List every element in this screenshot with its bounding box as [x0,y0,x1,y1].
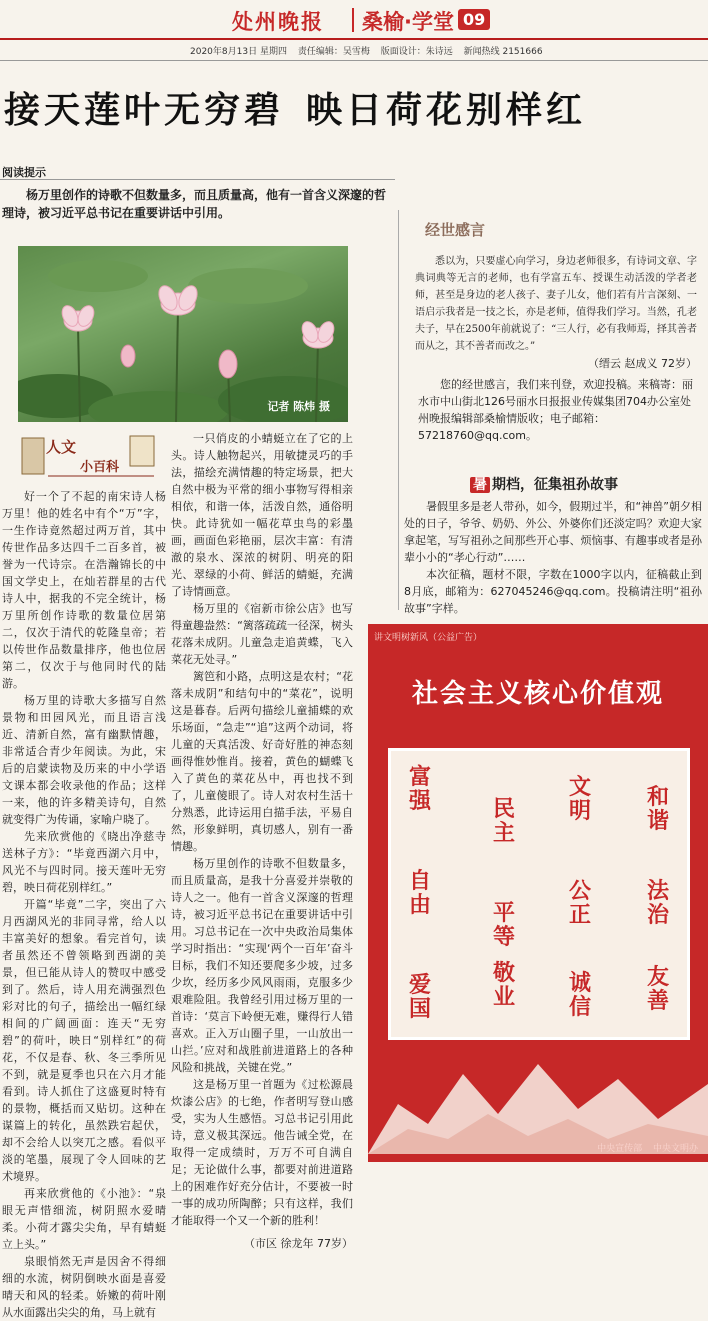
editor-credit: 责任编辑：吴雪梅 [297,47,370,57]
summer-title-text: 期档，征集祖孙故事 [492,477,618,493]
value-item: 平等 [492,900,515,950]
core-values-poster [368,624,708,1162]
values-panel [388,748,690,1040]
value-item: 敬业 [492,960,515,1010]
paragraph: 再来欣赏他的《小池》：“泉眼无声惜细流，树阴照水爱晴柔。小荷才露尖尖角，早有蜻蜓立上头。” [2,1187,166,1251]
footer-org-2: 中央文明办 [652,1144,698,1154]
summer-mark: 暑 [470,477,490,493]
footer-org-1: 中央宣传部 [597,1144,643,1154]
paragraph: 这是杨万里一首题为《过松源晨炊漆公店》的七绝，作者明写登山感受，实为人生感悟。习总书记引用此诗，意义极其深远。他告诫全党，在取得一定成绩时，万万不可自满自足；无论做什么事，都要对前进道路上的困难作好充分估计，不要被一时一事的成功所陶醉；只有这样，我们才能取得一个又一个新的胜利！ [171,1078,353,1227]
paragraph: 一只俏皮的小蜻蜓立在了它的上头。诗人触物起兴，用敏捷灵巧的手法，描绘充满情趣的特定场景，把大自然中极为平常的细小事物写得相亲相依，和谐一体，活泼自然，通俗明快。此诗犹如一幅花草虫鸟的彩墨画，画面色彩艳丽，层次丰富：有清澈的泉水、深浓的树阴、明亮的阳光、翠绿的小荷、鲜活的蜻蜓，充满了诗情画意。 [171,432,353,598]
article-column-2 [171,430,353,1252]
news-hotline: 新闻热线 2151666 [463,47,543,57]
lead-title: 阅读提示 [2,166,46,179]
paragraph: 本次征稿，题材不限，字数在1000字以内，征稿截止到8月底，邮箱为：627045246@qq.com。投稿请注明“祖孙故事”字样。 [404,568,702,615]
section-name: 桑榆·学堂 [362,10,454,34]
photo-credit: 记者 陈炜 摄 [267,400,330,413]
value-item: 民主 [492,796,515,846]
paragraph: 开篇“毕竟”二字，突出了六月西湖风光的非同寻常，给人以丰富美好的想象。看完首句，读者虽然还不曾领略到西湖的美景，但已能从诗人的赞叹中感受到了。然后，诗人用充满强烈色彩对比的句子，描绘出一幅红绿相间的广阔画面：连天“无穷碧”的荷叶，映日“别样红”的荷花，不仅是春、秋、冬三季所见不到，就是夏季也只在六月才能看到。诗人抓住了这盛夏时特有的景物，概括而又贴切。这种在谋篇上的转化，虽然跌宕起伏，却不会给人以突兀之感。看似平淡的笔墨，展现了令人回味的艺术境界。 [2,898,166,1183]
paragraph: 杨万里创作的诗歌不但数量多，而且质量高，是我十分喜爱并崇敬的诗人之一。他有一首含义深邃的哲理诗，被习近平总书记在重要讲话中引用。习总书记在一次中央政治局集体学习时指出：“实现‘两个一百年’奋斗目标，我们不知还要爬多少坡，过多少坎，经历多少风风雨雨，克服多少艰难险阻。我曾经引用过杨万里的一首诗：‘莫言下岭便无难，赚得行人错喜欢。正入万山圈子里，一山放出一山拦。’应对和战胜前进道路上的各种风险和挑战，关键在党。” [171,857,353,1074]
page-number: 09 [458,9,490,30]
box-signature: （缙云 赵成义 72岁） [588,357,697,370]
headline-part-1: 接天莲叶无穷碧 [4,89,285,131]
masthead-divider [352,8,354,32]
summer-title [470,474,618,494]
lead-rule [0,179,395,180]
value-item: 文明 [568,774,591,824]
poster-footer [589,1141,698,1154]
submission-notice: 您的经世感言，我们来刊登，欢迎投稿。来稿寄：丽水市中山街北126号丽水日报报业传媒集团704办公室处州晚报编辑部桑榆情版收；电子邮箱：57218760@qq.com。 [418,378,693,442]
lotus-illustration [18,246,348,422]
article-column-1 [2,488,166,1321]
lead-text: 杨万里创作的诗歌不但数量多，而且质量高，他有一首含义深邃的哲理诗，被习近平总书记在重要讲话中引用。 [2,188,387,220]
headline-part-2: 映日荷花别样红 [306,89,587,131]
value-item: 法治 [646,878,669,928]
badge-title: 人文 [46,438,77,456]
box-body: 悉以为，只要虚心向学习，身边老师很多，有诗词文章、字典词典等无言的老师，也有学富五车、授课生动活泼的学者老师，甚至是身边的老人孩子、妻子儿女，他们若有片言深刻、一语启示我者是一技之长，亦是老师，值得我们学习。当然，孔老夫子，早在2500年前就说了：“三人行，必有我师焉，择其善者而从之，其不善者而改之。” [415,256,697,352]
summer-text [404,498,702,617]
value-item: 富强 [408,764,431,814]
headline [4,82,704,142]
value-item: 诚信 [568,970,591,1020]
value-item: 公正 [568,878,591,928]
badge-subtitle: 小百科 [80,460,120,475]
value-item: 爱国 [408,972,431,1022]
values-grid [399,761,681,1031]
paper-name: 处州晚报 [232,9,324,34]
poster-banner: 社会主义核心价值观 [411,679,664,709]
box-title: 经世感言 [425,221,486,239]
paragraph: 好一个了不起的南宋诗人杨万里！他的姓名中有个“万”字，一生作诗竟然超过两万首，其中传世作品多达四千二百多首，被誉为一代诗宗。在浩瀚锦长的中国文学史上，在灿若群星的古代诗人中，据我的不完全统计，杨万里所创作诗歌的数量位居第二，仅次于清代的乾隆皇帝；若以传世作品数量排序，他也位居第二，仅次于与他同时代的陆游。 [2,490,166,690]
value-item: 友善 [646,964,669,1014]
paragraph: 先来欣赏他的《晓出净慈寺送林子方》：“毕竟西湖六月中，风光不与四时同。接天莲叶无穷碧，映日荷花别样红。” [2,830,166,894]
mountain-papercut-icon [368,1044,708,1154]
column-badge [20,432,160,482]
paragraph: 泉眼悄然无声是因舍不得细细的水流，树阴倒映水面是喜爱晴天和风的轻柔。娇嫩的荷叶刚从水面露出尖尖的角，马上就有 [2,1255,166,1319]
value-item: 自由 [408,868,431,918]
paragraph: 杨万里的诗歌大多描写自然景物和田园风光，而且语言浅近、清新自然，富有幽默情趣，非常适合青少年阅读。为此，宋后的启蒙读物及历来的中小学语文课本都会收录他的作品；这样一来，他的许多精美诗句，自然就变得广为传诵，家喻户晓了。 [2,694,166,826]
article-signature: （市区 徐龙年 77岁） [244,1237,353,1250]
value-item: 和谐 [646,784,669,834]
design-credit: 版面设计：朱诗远 [380,47,453,57]
column-divider [398,210,399,610]
issue-date: 2020年8月13日 星期四 [190,47,287,57]
lotus-photo [18,246,348,422]
top-rule [0,60,708,61]
paragraph: 杨万里的《宿新市徐公店》也写得童趣盎然：“篱落疏疏一径深，树头花落未成阴。儿童急走追黄蝶，飞入菜花无处寻。” [171,602,353,666]
info-line [190,44,551,57]
paragraph: 篱笆和小路，点明这是农村；“花落未成阴”和结句中的“菜花”，说明这是暮春。后两句描绘儿童捕蝶的欢乐场面，“急走”“追”这两个动词，将儿童的天真活泼、好奇好胜的神态刻画得惟妙惟肖。接着，黄色的蝴蝶飞入了黄色的菜花丛中，再也找不到了，儿童傻眼了。诗人对农村生活十分熟悉，此诗运用白描手法，平易自然，形象鲜明，真切感人，别有一番情趣。 [171,670,353,853]
paragraph: 暑假里多是老人带孙，如今，假期过半，和“神兽”朝夕相处的日子，爷爷、奶奶、外公、外婆你们还淡定吗？欢迎大家拿起笔，写写祖孙之间那些开心事、烦恼事、有趣事或者是孙辈小小的“孝心行动”…… [404,500,702,564]
poster-tag: 讲文明树新风（公益广告） [374,633,483,643]
masthead [0,0,708,40]
